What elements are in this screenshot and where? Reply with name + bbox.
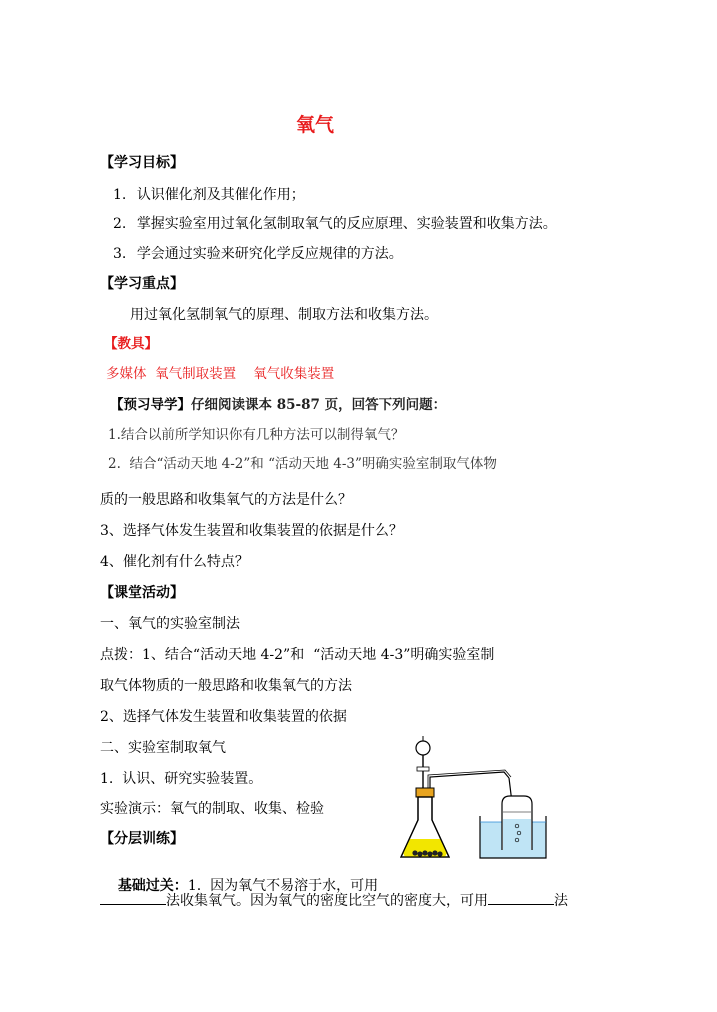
goal-item-3: [113, 243, 403, 263]
tools-text: 多媒体 氧气制取装置 氧气收集装置: [106, 366, 335, 382]
training-header: 【分层训练】: [100, 831, 184, 847]
basic-question-1-cont: [100, 890, 568, 910]
stopper-icon: [416, 788, 434, 797]
preview-intro: 仔细阅读课本 85-87 页，回答下列问题：: [191, 397, 447, 413]
goal-num: 1.: [113, 187, 127, 203]
part1-heading: 一、氧气的实验室制法: [100, 616, 240, 632]
preview-question-2b: 质的一般思路和收集氧气的方法是什么？: [100, 492, 352, 508]
answer-blank-2[interactable]: [488, 892, 554, 905]
tip-line-a: 点拨：1、结合“活动天地 4-2”和 “活动天地 4-3”明确实验室制: [100, 647, 495, 663]
focus-header: 【学习重点】: [100, 276, 184, 292]
demo-text: 实验演示：氧气的制取、收集、检验: [100, 801, 324, 817]
preview-question-3: 3、选择气体发生装置和收集装置的依据是什么？: [100, 523, 403, 539]
tools-header: 【教具】: [104, 336, 158, 352]
gas-collecting-bottle-icon: [502, 796, 532, 850]
page-title: 氧气: [296, 114, 335, 136]
basic-label: 基础过关：: [117, 878, 188, 894]
focus-text: 用过氧化氢制氧气的原理、制取方法和收集方法。: [130, 307, 438, 323]
tip-line-b: 取气体物质的一般思路和收集氧气的方法: [100, 678, 352, 694]
goals-header: 【学习目标】: [100, 155, 184, 171]
step1-text: 1. 认识、研究实验装置。: [100, 771, 263, 787]
preview-header: 【预习导学】: [110, 397, 191, 413]
goal-num: 2.: [113, 216, 127, 232]
tip-line-2: 2、选择气体发生装置和收集装置的依据: [100, 709, 347, 725]
goal-text: 掌握实验室用过氧化氢制取氧气的反应原理、实验装置和收集方法。: [136, 216, 557, 232]
answer-blank-1[interactable]: [100, 892, 166, 905]
preview-line: [110, 393, 446, 413]
preview-question-1: 1.结合以前所学知识你有几种方法可以制得氧气？: [108, 427, 405, 443]
oxygen-apparatus-diagram: [398, 734, 550, 862]
goal-item-2: [113, 213, 557, 233]
basic-question-cont-text: 法收集氧气。因为氧气的密度比空气的密度大，可用: [166, 893, 488, 909]
basic-question-text: 1. 因为氧气不易溶于水，可用: [187, 878, 379, 894]
goal-num: 3.: [113, 246, 127, 262]
goal-text: 学会通过实验来研究化学反应规律的方法。: [136, 246, 403, 262]
basic-question-end: 法: [554, 893, 568, 909]
class-activity-header: 【课堂活动】: [100, 585, 184, 601]
preview-question-4: 4、催化剂有什么特点？: [100, 554, 249, 570]
conical-flask-icon: [401, 797, 449, 857]
goal-item-1: [113, 184, 305, 204]
part2-heading: 二、实验室制取氧气: [100, 740, 226, 756]
preview-question-2a: 2. 结合“活动天地 4-2”和 “活动天地 4-3”明确实验室制取气体物: [108, 456, 497, 472]
goal-text: 认识催化剂及其催化作用；: [136, 187, 305, 203]
